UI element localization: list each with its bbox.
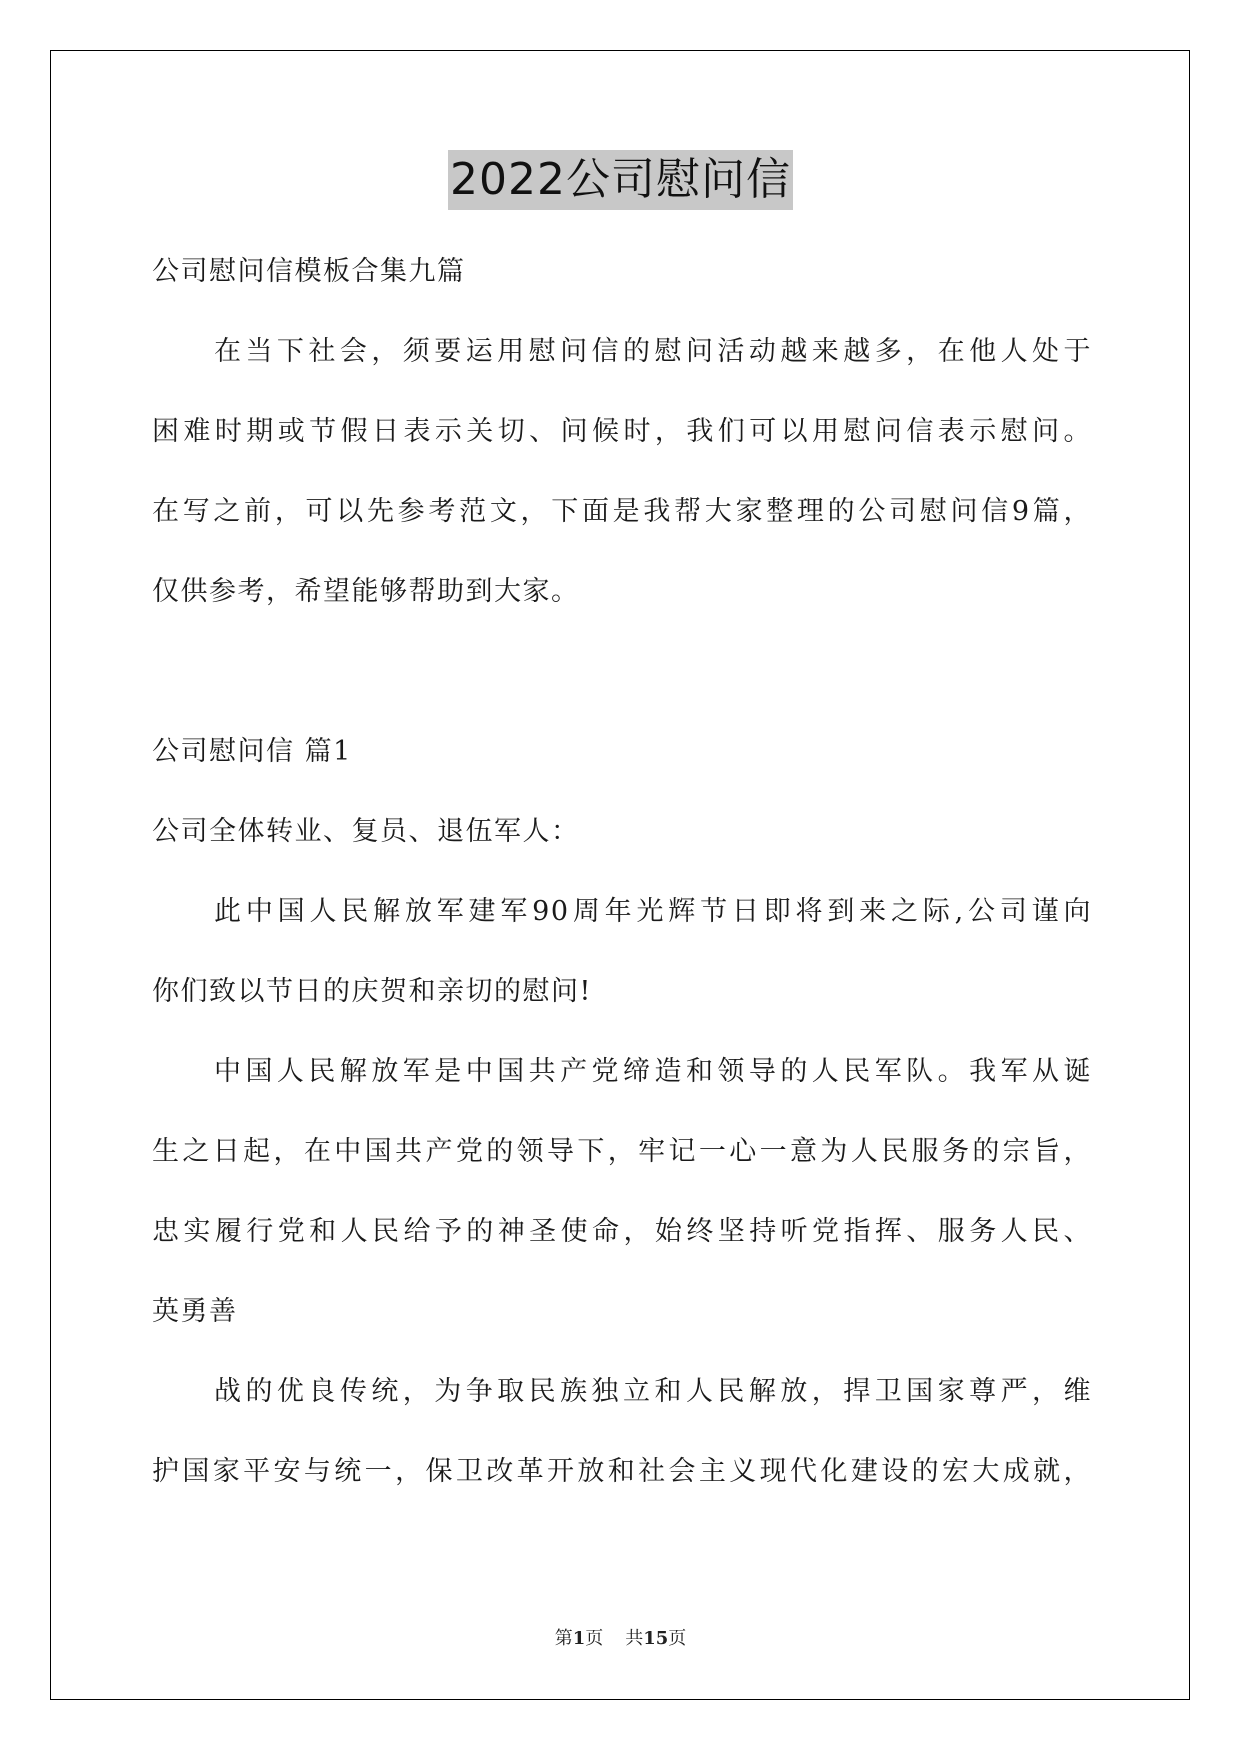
paragraph-line: 你们致以节日的庆贺和亲切的慰问!	[152, 976, 592, 1007]
intro-line: 仅供参考，希望能够帮助到大家。	[152, 576, 580, 607]
page-prefix: 第	[554, 1628, 573, 1649]
paragraph-line: 生之日起，在中国共产党的领导下，牢记一心一意为人民服务的宗旨，	[152, 1136, 1092, 1167]
section-spacer	[152, 632, 1092, 712]
document-subtitle: 公司慰问信模板合集九篇	[152, 256, 466, 287]
paragraph-line: 中国人民解放军是中国共产党缔造和领导的人民军队。我军从诞	[214, 1056, 1092, 1087]
page-total: 15	[643, 1628, 669, 1649]
title-container	[0, 150, 1241, 210]
paragraph-line: 战的优良传统，为争取民族独立和人民解放，捍卫国家尊严，维	[214, 1376, 1092, 1407]
total-suffix: 页	[668, 1628, 687, 1649]
section-heading: 公司慰问信 篇1	[152, 736, 352, 767]
total-prefix: 共	[625, 1628, 644, 1649]
intro-line: 在当下社会，须要运用慰问信的慰问活动越来越多，在他人处于	[214, 336, 1092, 367]
intro-line: 困难时期或节假日表示关切、问候时，我们可以用慰问信表示慰问。	[152, 416, 1092, 447]
paragraph-line: 护国家平安与统一，保卫改革开放和社会主义现代化建设的宏大成就，	[152, 1456, 1092, 1487]
paragraph-line: 忠实履行党和人民给予的神圣使命，始终坚持听党指挥、服务人民、	[152, 1216, 1092, 1247]
paragraph-line: 英勇善	[152, 1296, 238, 1327]
page-footer	[0, 1624, 1241, 1650]
document-title: 2022公司慰问信	[448, 150, 793, 210]
salutation: 公司全体转业、复员、退伍军人：	[152, 816, 580, 847]
intro-line: 在写之前，可以先参考范文，下面是我帮大家整理的公司慰问信9篇，	[152, 496, 1092, 527]
document-body	[152, 232, 1092, 1512]
page-number: 1	[572, 1628, 586, 1649]
page-suffix: 页	[585, 1628, 604, 1649]
paragraph-line: 此中国人民解放军建军90周年光辉节日即将到来之际,公司谨向	[214, 896, 1092, 927]
